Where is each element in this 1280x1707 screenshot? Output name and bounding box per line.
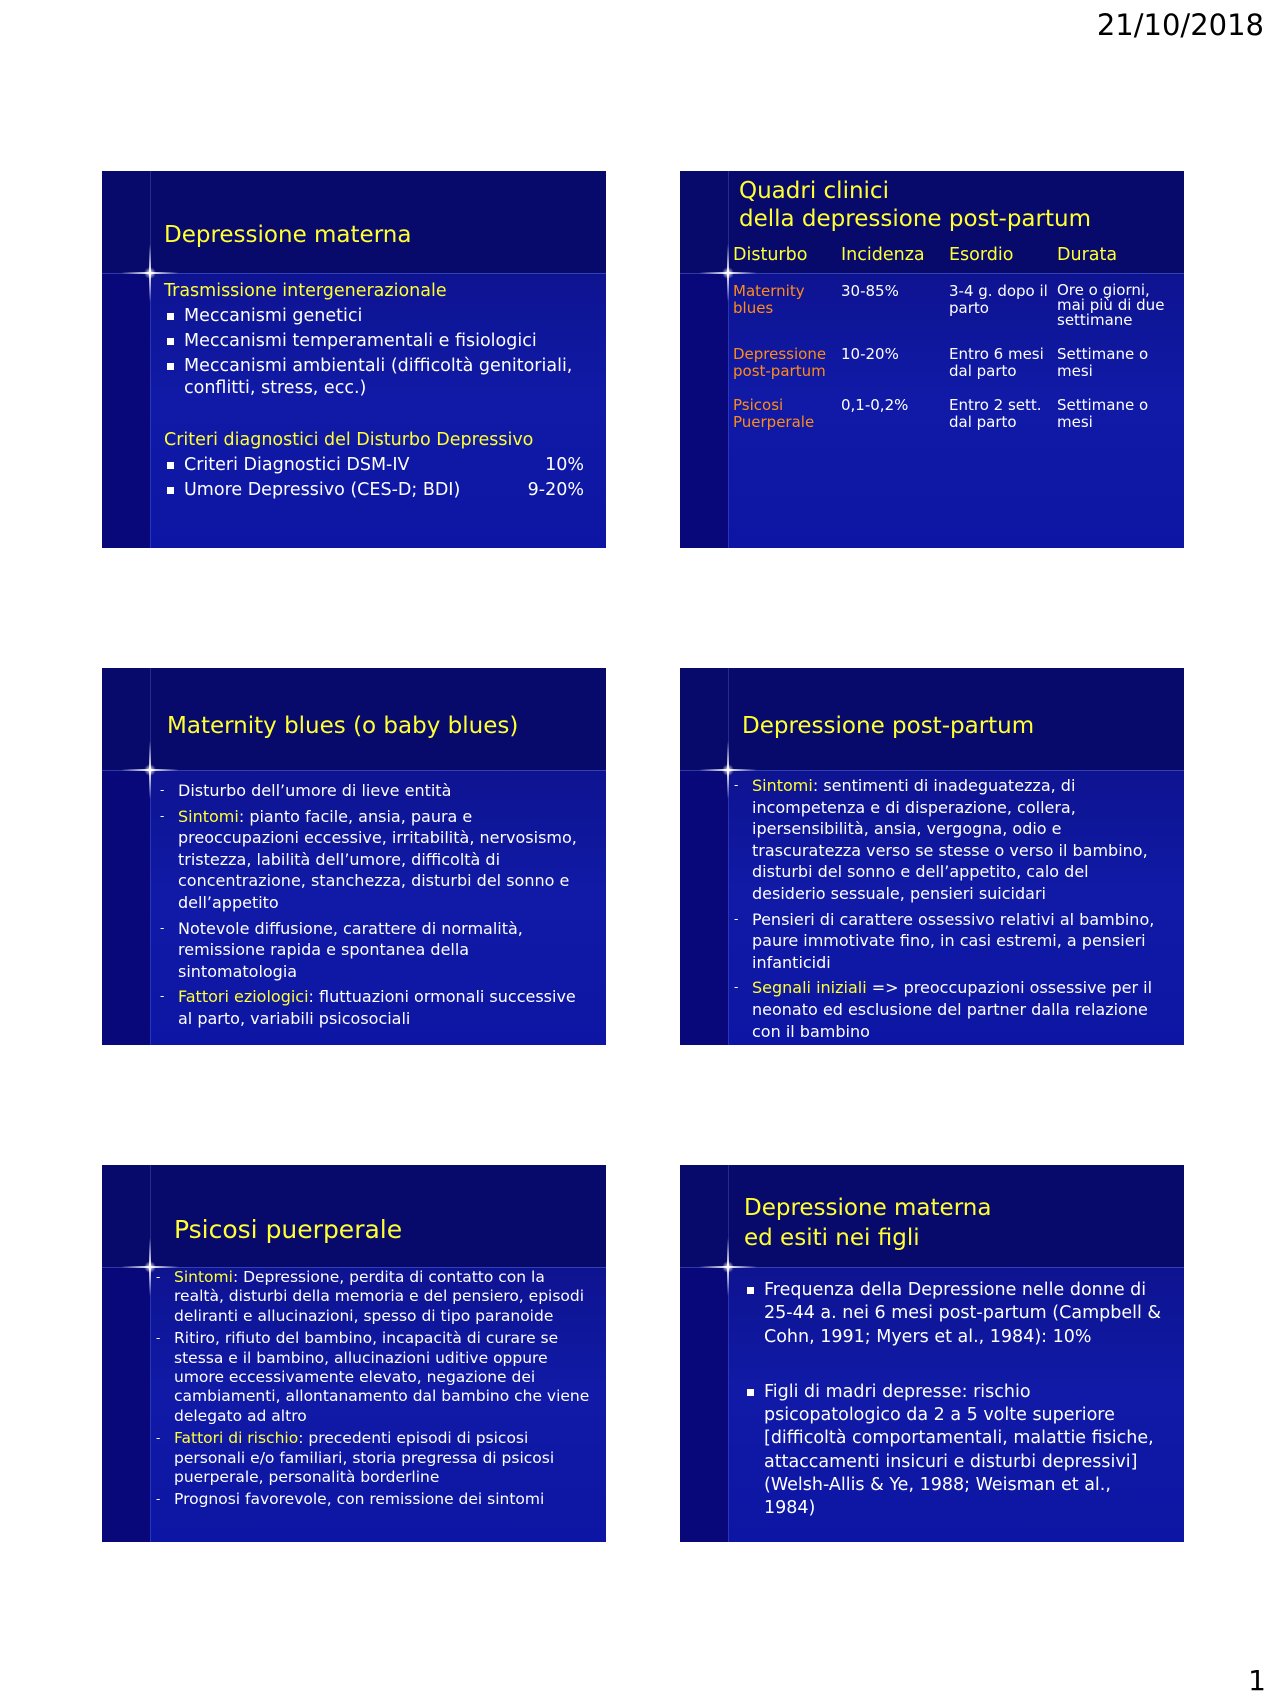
slide-divider-vertical xyxy=(150,668,151,1045)
page-date: 21/10/2018 xyxy=(1096,8,1264,42)
bullet-list xyxy=(732,775,1162,1042)
item-label: Sintomi xyxy=(752,776,813,795)
item-label: Segnali iniziali xyxy=(752,978,867,998)
table-cell: Settimane o mesi xyxy=(1057,396,1149,431)
list-item: Meccanismi genetici xyxy=(164,305,584,327)
list-item: - Ritiro, rifiuto del bambino, incapacità di curare se stessa e il bambino, allucinazioni uditive oppure umore eccessivamente elevato, negazione dei cambiamenti, allontanamento dal bambino che viene delegato ad altro xyxy=(154,1329,590,1426)
column-header: Incidenza xyxy=(841,245,925,265)
table-cell: Settimane o mesi xyxy=(1057,345,1149,380)
list-item: Frequenza della Depressione nelle donne di 25-44 a. nei 6 mesi post-partum (Campbell & Cohn, 1991; Myers et al., 1984): 10% xyxy=(744,1279,1164,1349)
table-cell: Entro 2 sett. dal parto xyxy=(949,396,1042,431)
clinical-table xyxy=(733,245,1173,448)
table-row xyxy=(733,397,1173,448)
table-cell: Psicosi Puerperale xyxy=(733,396,815,431)
column-header: Esordio xyxy=(949,245,1014,265)
title-line: della depressione post-partum xyxy=(739,206,1091,232)
title-line: Depressione materna xyxy=(744,1195,992,1221)
slide-title xyxy=(744,1193,991,1253)
page-number: 1 xyxy=(1248,1664,1266,1697)
criterion-value: 10% xyxy=(545,455,584,475)
list-item xyxy=(154,1268,590,1326)
item-text: : precedenti episodi di psicosi personali e/o familiari, storia pregressa di psicosi puerperale, personalità borderline xyxy=(174,1429,555,1487)
item-text: : fluttuazioni ormonali successive al parto, variabili psicosociali xyxy=(178,987,576,1028)
table-cell: Depressione post-partum xyxy=(733,345,827,380)
item-label: Sintomi xyxy=(174,1268,233,1286)
section-heading: Criteri diagnostici del Disturbo Depressivo xyxy=(164,430,534,450)
item-label: Sintomi xyxy=(178,806,239,826)
bullet-list xyxy=(158,780,588,1030)
table-cell: Ore o giorni, mai più di due settimane xyxy=(1057,281,1165,329)
table-row xyxy=(733,346,1173,397)
slide-title: Psicosi puerperale xyxy=(174,1215,403,1244)
title-line: Quadri clinici xyxy=(739,178,889,204)
list-item: - Pensieri di carattere ossessivo relativi al bambino, paure immotivate fino, in casi estremi, a pensieri infanticidi xyxy=(732,909,1162,974)
slide-esiti-nei-figli xyxy=(680,1165,1184,1542)
table-cell: 3-4 g. dopo il parto xyxy=(949,282,1048,317)
slide-divider-vertical xyxy=(728,1165,729,1542)
table-cell: 30-85% xyxy=(841,282,899,300)
item-text: : pianto facile, ansia, paura e preoccupazioni eccessive, irritabilità, nervosismo, tristezza, labilità dell’umore, difficoltà di concentrazione, stanchezza, disturbi del sonno e dell’appetito xyxy=(178,806,577,912)
item-label: Fattori eziologici xyxy=(178,987,309,1007)
slide-title xyxy=(739,177,1091,233)
list-item xyxy=(154,1429,590,1487)
slide-divider-vertical xyxy=(728,171,729,548)
criterion-label: Umore Depressivo (CES-D; BDI) xyxy=(184,480,461,500)
slide-divider-vertical xyxy=(150,1165,151,1542)
slide-divider-vertical xyxy=(150,171,151,548)
slide-maternity-blues xyxy=(102,668,606,1045)
criterion-value: 9-20% xyxy=(527,480,584,500)
slide-title: Depressione post-partum xyxy=(742,713,1035,739)
bullet-list xyxy=(744,1279,1164,1521)
item-label: Fattori di rischio xyxy=(174,1429,299,1448)
list-item xyxy=(158,806,588,914)
column-header: Durata xyxy=(1057,245,1118,265)
criterion-label: Criteri Diagnostici DSM-IV xyxy=(184,455,410,475)
item-text: : Depressione, perdita di contatto con la realtà, disturbi della memoria e del pensiero, episodi deliranti e allucinazioni, spesso di tipo paranoide xyxy=(174,1268,585,1325)
table-row xyxy=(733,283,1173,346)
list-item: - Notevole diffusione, carattere di normalità, remissione rapida e spontanea della sintomatologia xyxy=(158,918,588,983)
slide-title: Depressione materna xyxy=(164,222,412,248)
bullet-list xyxy=(164,305,584,399)
list-item: Figli di madri depresse: rischio psicopatologico da 2 a 5 volte superiore [difficoltà comportamentali, malattie fisiche, attaccamenti insicuri e disturbi depressivi] (Welsh-Allis & Ye, 1988; Weisman et al., 1984) xyxy=(744,1381,1164,1521)
table-cell: Maternity blues xyxy=(733,282,805,317)
slide-content xyxy=(164,280,584,501)
list-item xyxy=(164,479,584,501)
list-item: Meccanismi ambientali (difficoltà genitoriali, conflitti, stress, ecc.) xyxy=(164,355,584,399)
slide-depressione-materna xyxy=(102,171,606,548)
list-item: - Prognosi favorevole, con remissione dei sintomi xyxy=(154,1490,590,1509)
item-text: => preoccupazioni ossessive per il neonato ed esclusione del partner dalla relazione con il bambino xyxy=(752,978,1153,1041)
table-cell: 10-20% xyxy=(841,345,899,363)
bullet-list xyxy=(154,1268,590,1510)
column-header: Disturbo xyxy=(733,245,808,265)
slide-quadri-clinici xyxy=(680,171,1184,548)
list-item: - Disturbo dell’umore di lieve entità xyxy=(158,780,588,802)
bullet-list xyxy=(164,454,584,501)
list-item: Meccanismi temperamentali e fisiologici xyxy=(164,330,584,352)
slide-title: Maternity blues (o baby blues) xyxy=(167,713,519,739)
table-cell: Entro 6 mesi dal parto xyxy=(949,345,1044,380)
slide-psicosi-puerperale xyxy=(102,1165,606,1542)
slide-divider-vertical xyxy=(728,668,729,1045)
list-item xyxy=(732,775,1162,905)
list-item xyxy=(164,454,584,476)
title-line: ed esiti nei figli xyxy=(744,1225,920,1251)
item-text: : sentimenti di inadeguatezza, di incompetenza e di disperazione, collera, ipersensibilità, ansia, vergogna, odio e trascuratezza verso se stesse o verso il bambino, disturbi del sonno e dell’appetito, calo del desiderio sessuale, pensieri suicidari xyxy=(752,776,1148,903)
list-item xyxy=(732,977,1162,1042)
list-item xyxy=(158,986,588,1029)
section-heading: Trasmissione intergenerazionale xyxy=(164,281,447,301)
table-header-row xyxy=(733,245,1173,283)
slide-depressione-post-partum xyxy=(680,668,1184,1045)
table-cell: 0,1-0,2% xyxy=(841,396,909,414)
